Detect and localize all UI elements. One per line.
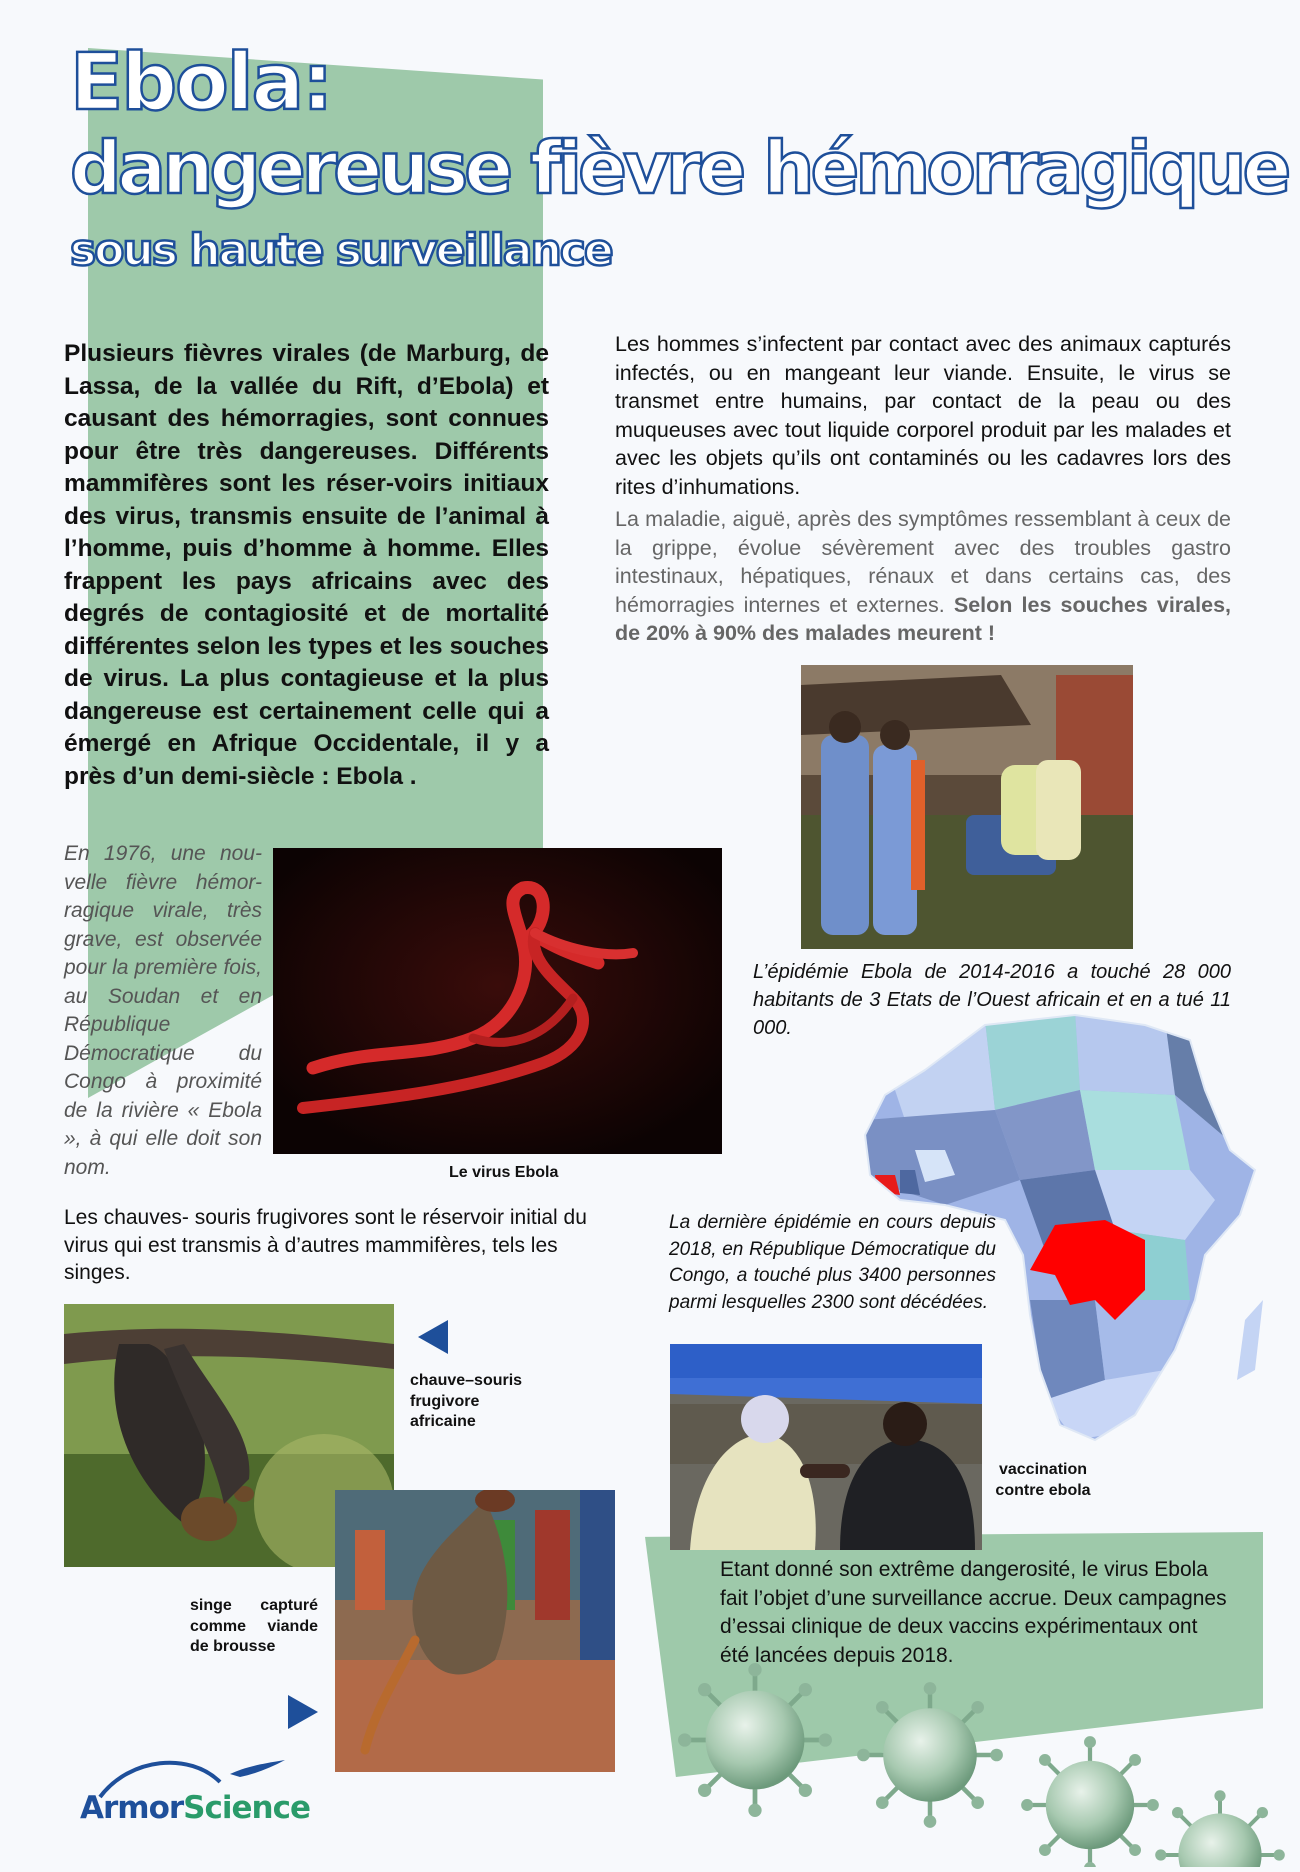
symptoms-text: La maladie, aiguë, après des symptômes ressemblant à ceux de la grippe, évolue sévèrement avec des troubles gastro intestinaux, hépatiques, rénaux et dans certains cas, des hémorragies internes et externes. — [615, 507, 1231, 617]
title-line-1: Ebola: — [70, 38, 332, 128]
monkey-caption: singe capturé comme viande de brousse — [190, 1597, 318, 1655]
armorscience-logo — [80, 1752, 310, 1832]
symptoms-paragraph — [615, 505, 1231, 648]
monkey-photo — [335, 1490, 615, 1772]
transmission-paragraph: Les hommes s’infectent par contact avec des animaux capturés infectés, ou en mangeant leur viande. Ensuite, le virus se transmet entre humains, par contact de la peau ou des muqueuses avec tout liquide corporel produit par les malades et avec les objets qu’ils ont contaminés ou les cadavres lors des rites d’inhumations. — [615, 332, 1231, 499]
vaccination-photo — [670, 1344, 982, 1550]
mortality-text: Selon les souches virales, de 20% à 90% des malades meurent ! — [615, 592, 1231, 645]
intro-paragraph: Plusieurs fièvres virales (de Marburg, de Lassa, de la vallée du Rift, d’Ebola) et causant des hémorragies, sont connues pour être très dangereuses. Différents mammifères sont les réser-voirs initiaux des virus, transmis ensuite de l’animal à l’homme, puis d’homme à homme. Elles frappent les pays africains avec des degrés de contagiosité et de mortalité différentes selon les types et les souches de virus. La plus contagieuse et la plus dangereuse est certainement celle qui a émergé en Afrique Occidentale, il y a près d’un demi-siècle : Ebola . — [64, 340, 549, 790]
rdc-paragraph: La dernière épidémie en cours depuis 2018, en République Démocratique du Congo, a touché plus 3400 personnes parmi lesquelles 2300 sont décédées. — [669, 1212, 996, 1313]
bat-caption: chauve–souris frugivore africaine — [410, 1372, 523, 1430]
logo-science: Science — [183, 1790, 310, 1826]
right-pointer-arrow — [288, 1695, 318, 1729]
vaccination-caption: vaccination contre ebola — [995, 1461, 1091, 1499]
health-workers-photo — [801, 665, 1133, 949]
epidemic-caption: L’épidémie Ebola de 2014-2016 a touché 28 000 habitants de 3 Etats de l’Ouest africain et en a tué 11 000. — [753, 961, 1231, 1039]
conclusion-paragraph: Etant donné son extrême dangerosité, le virus Ebola fait l’objet d’une surveillance accrue. Deux campagnes d’essai clinique de deux vaccins expérimentaux ont été lancées depuis 2018. — [720, 1558, 1227, 1667]
logo-armor: Armor — [80, 1790, 184, 1826]
virus-image — [273, 848, 722, 1154]
virus-decoration — [640, 1640, 1300, 1867]
bats-paragraph: Les chauves- souris frugivores sont le réservoir initial du virus qui est transmis à d’autres mammifères, tels les singes. — [64, 1206, 587, 1284]
virus-caption: Le virus Ebola — [449, 1164, 559, 1181]
title-line-3: sous haute surveillance — [70, 225, 612, 276]
left-pointer-arrow — [418, 1320, 448, 1354]
title-line-2: dangereuse fièvre hémorragique — [70, 126, 1288, 210]
history-paragraph: En 1976, une nou-velle fièvre hémor-ragique virale, très grave, est observée pour la première fois, au Soudan et en République Démocratique du Congo à proximité de la rivière « Ebola », à qui elle doit son nom. — [64, 842, 262, 1179]
